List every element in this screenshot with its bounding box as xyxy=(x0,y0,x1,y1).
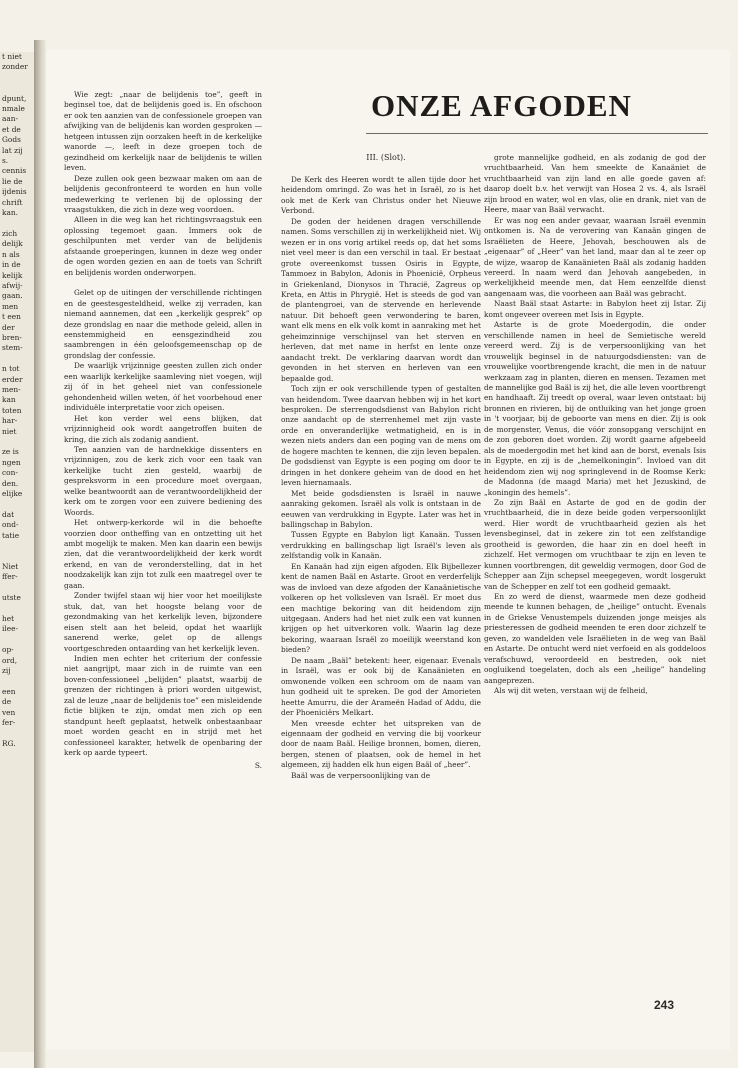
paragraph: De goden der heidenen dragen verschillende namen. Soms verschillen zij in werkelijkheid niet. Wij wezen er in ons vorig artikel reeds op, dat het soms niet veel meer is dan een verschil in taal. Er bestaat grote overeenkomst tussen Osiris in Egypte, Tammoez in Babylon, Adonis in Phoenicië, Orpheus in Griekenland, Dionysos in Thracië, Zagreus op Kreta, en Attis in Phrygië. Het is steeds de god van de plantengroei, van de stervende en herlevende natuur. Dit behoeft geen verwondering te baren, want elk mens en elk volk komt in aanraking met het geheimzinnige verschijnsel van het sterven en herleven, dat met name in herfst en lente onze aandacht trekt. De verklaring daarvan wordt dan gevonden in het sterven en herleven van een bepaalde god. xyxy=(281,216,481,383)
facing-page-line: dat xyxy=(2,509,15,519)
paragraph: Er was nog een ander gevaar, waaraan Israël evenmin ontkomen is. Na de verovering van Kanaän gingen de Israëlieten de Heere, Jehovah, beschouwen als de „eigenaar” of „Heer” van het land, maar dan al te zeer op de wijze, waarop de Kanaänieten Baäl als zodanig hadden vereerd. In naam werd dan Jehovah aangebeden, in werkelijkheid meende men, dat Hem eenzelfde dienst aangenaam was, die voorheen aan Baäl was gebracht. xyxy=(484,215,706,298)
paragraph: Gelet op de uitingen der verschillende richtingen en de geestesgesteldheid, welke zij verraden, kan niemand aannemen, dat een „kerkelijk gesprek” op deze grondslag en naar die methode geleid, allen in eenstemmigheid en eensgezindheid zou saambrengen in één geloofsgemeenschap op de grondslag der confessie. xyxy=(64,288,262,360)
facing-page-line: kan. xyxy=(2,208,18,218)
paragraph: Tussen Egypte en Babylon ligt Kanaän. Tussen verdrukking en ballingschap ligt Israël's leven als zelfstandig volk in Kanaän. xyxy=(281,530,481,561)
column-3 xyxy=(484,153,706,697)
paragraph: Alleen in die weg kan het richtingsvraagstuk een oplossing tegemoet gaan. Immers ook de geschilpunten met verder van de belijdenis afstaande groeperingen, kunnen in deze weg onder de ogen worden gezien en aan de toets van Schrift en belijdenis worden onderworpen. xyxy=(64,215,262,277)
facing-page-line: kan xyxy=(2,395,16,405)
facing-page-line: lie de xyxy=(2,176,23,186)
paragraph: Zonder twijfel staan wij hier voor het moeilijkste stuk, dat, van het hoogste belang voor de gezondmaking van het kerkelijk leven, bijzondere eisen stelt aan het beleid, opdat het waarlijk sanerend werke, gelet op de allengs voortgeschreden ontaarding van het kerkelijk leven. xyxy=(64,591,262,653)
facing-page-line: men- xyxy=(2,385,21,394)
paragraph: Zo zijn Baäl en Astarte de god en de godin der vruchtbaarheid, die in deze beide goden verpersoonlijkt werd. Hier wordt de vruchtbaarheid gezien als het levensbeginsel, dat in zekere zin tot een zelfstandige grootheid is geworden, die haar zin en doel heeft in zichzelf. Het vermogen om vruchtbaar te zijn en leven te kunnen voortbrengen, dit geweldig vermogen, door God de Schepper aan Zijn schepsel meegegeven, wordt losgerukt van de Schepper en zelf tot een godheid gemaakt. xyxy=(484,497,706,591)
facing-page-line: t een xyxy=(2,312,21,322)
paragraph: Deze zullen ook geen bezwaar maken om aan de belijdenis geconfronteerd te worden en hun volle medewerking te verlenen bij de oplossing der vraagstukken, die zich in deze weg voordoen. xyxy=(64,173,262,214)
facing-page-line: ilee- xyxy=(2,624,18,634)
paragraph: Wie zegt: „naar de belijdenis toe”, geeft in beginsel toe, dat de belijdenis goed is. En ofschoon er ook ten aanzien van de confessionele groepen van afwijking van de belijdenis kan worden gesproken — hetgeen intussen zijn oorzaken heeft in de kerkelijke wanorde —, leeft in deze groepen toch de gezindheid om kerkelijk naar de belijdenis te willen leven. xyxy=(64,90,262,173)
facing-page-fragment xyxy=(0,52,35,1052)
facing-page-line xyxy=(0,219,34,229)
facing-page-line: et de xyxy=(2,124,21,134)
facing-page-line xyxy=(0,354,34,364)
facing-page-line: nmale xyxy=(2,104,25,114)
facing-page-line: RG. xyxy=(2,738,16,748)
facing-page-line: toten xyxy=(2,405,22,415)
paragraph: Als wij dit weten, verstaan wij de felheid, xyxy=(494,686,648,696)
paragraph: En Kanaän had zijn eigen afgoden. Elk Bijbellezer kent de namen Baäl en Astarte. Groot en verderfelijk was de invloed van deze afgoden der Kanaänietische volkeren op het volksleven van Israël. Er moet dus een machtige bekoring van dit heidendom zijn uitgegaan. Anders had het niet zulk een vat kunnen krijgen op het uitverkoren volk. Waarin lag deze bekoring, waaraan Israël zo moeilijk weerstand kon bieden? xyxy=(281,561,481,655)
facing-page-line: fer- xyxy=(2,718,16,727)
facing-page-line: het xyxy=(2,613,15,623)
paragraph: grote mannelijke godheid, en als zodanig de god der vruchtbaarheid. Van hem smeekte de Kanaäniet de vruchtbaarheid van zijn land en alle goede gaven af: daarop doelt b.v. het verwijt van Hosea 2 vs. 4, als Israël zijn brood en water, wol en vlas, olie en drank, niet van de Heere, maar van Baäl verwacht. xyxy=(484,153,706,215)
facing-page-line: n tot xyxy=(2,364,20,374)
facing-page-line: een xyxy=(2,686,16,696)
facing-page-line: ffer- xyxy=(2,572,18,582)
facing-page-line xyxy=(0,83,34,93)
paragraph: Met beide godsdiensten is Israël in nauwe aanraking gekomen. Israël als volk is ontstaan in de eeuwen van verdrukking in Egypte. Later was het in ballingschap in Babylon. xyxy=(281,488,481,529)
paragraph: Indien men echter het criterium der confessie niet aangrijpt, maar zich in de ruimte van een boven-confessioneel „belijden” plaatst, waarbij de grenzen der richtingen à priori worden uitgewist, zal de leuze „naar de belijdenis toe” een misleidende fictie blijken te zijn, omdat men zich op een standpunt heeft geplaatst, hetwelk onbestaanbaar moet worden geacht en in strijd met het confessioneel karakter, hetwelk de openbaring der kerk op aarde typeert. xyxy=(64,654,262,758)
paragraph: Het ontwerp-kerkorde wil in die behoefte voorzien door ontheffing van en ontzetting uit het ambt mogelijk te maken. Men kan daarin een bewijs zien, dat die verantwoordelijkheid der kerk wordt erkend, en van de veronderstelling, dat in het noodzakelijk kan zijn tot zulk een maatregel over te gaan. xyxy=(64,518,262,590)
page-number: 243 xyxy=(654,998,675,1012)
facing-page-line: kelijk xyxy=(2,270,23,280)
facing-page-line: gaan. xyxy=(2,291,23,301)
book-gutter xyxy=(34,40,46,1068)
facing-page-line: t niet xyxy=(2,52,22,61)
facing-page-line: lat zij xyxy=(2,145,23,155)
facing-page-line: ond- xyxy=(2,520,19,530)
facing-page-line: delijk xyxy=(2,239,23,249)
paragraph: Toch zijn er ook verschillende typen of gestalten van heidendom. Twee daarvan hebben wij in het kort besproken. De sterrengodsdienst van Babylon richt onze aandacht op de sterrenhemel met zijn vaste orde en onveranderlijke wetmatigheid, en is in wezen niets anders dan een poging van de mens om de hogere machten te kennen, die zijn leven bepalen. De godsdienst van Egypte is een poging om door te dringen in het donkere geheim van de dood en het leven hiernamaals. xyxy=(281,384,481,488)
facing-page-line: stem- xyxy=(2,343,23,353)
paragraph: De Kerk des Heeren wordt te allen tijde door het heidendom omringd. Zo was het in Israël, zo is het ook met de Kerk van Christus onder het Nieuwe Verbond. xyxy=(281,175,481,216)
facing-page-line xyxy=(0,635,34,645)
paragraph: Astarte is de grote Moedergodin, die onder verschillende namen in heel de Semietische wereld vereerd werd. Zij is de verpersoonlijking van het vrouwelijk beginsel in de natuurgodsdiensten: van de vrouwelijke voortbrengende kracht, die men in de natuur werkzaam zag in planten, dieren en mensen. Tezamen met de mannelijke god Baäl is zij het, die alle leven voortbrengt en handhaaft. Zij treedt op overal, waar leven ontstaat: bij bronnen en rivieren, bij de ontluiking van het jonge groen in 't voorjaar, bij de geboorte van mens en dier. Zij is ook de morgenster, Venus, die vóór zonsopgang verschijnt en de zon geboren doet worden. Zij wordt gaarne afgebeeld als de moedergodin met het kind aan de borst, evenals Isis in Egypte, en zij is de „hemelkoningin”. Invloed van dit heidendom zien wij nog springlevend in de Roomse Kerk: de Madonna (de maagd Maria) met het Jezuskind, de „koningin des hemels”. xyxy=(484,320,706,497)
facing-page-line: zonder xyxy=(2,62,28,72)
facing-page-line xyxy=(0,676,34,686)
facing-page-line: niet xyxy=(2,426,17,436)
facing-page-line: ngen xyxy=(2,457,21,467)
facing-page-line: chrift xyxy=(2,197,23,207)
facing-page-line: aan- xyxy=(2,114,19,124)
facing-page-line xyxy=(0,728,34,738)
facing-page-line: s. xyxy=(2,156,9,166)
facing-page-line: zich xyxy=(2,228,18,238)
paragraph: Men vreesde echter het uitspreken van de eigennaam der godheid en verving die bij voorkeur door de naam Baäl. Heilige bronnen, bomen, dieren, bergen, stenen of plaatsen, ook de hemel in het algemeen, zij hadden elk hun eigen Baäl of „heer”. xyxy=(281,718,481,770)
facing-page-line: ijdenis xyxy=(2,187,27,197)
facing-page-line: afwij- xyxy=(2,280,23,290)
facing-page-line xyxy=(0,541,34,551)
paragraph: De naam „Baäl” betekent: heer, eigenaar. Evenals in Israël, was er ook bij de Kanaänieten en omwonende volken een schroom om de naam van hun godheid uit te spreken. De god der Amorieten heette Amurru, die der Arameën Hadad of Addu, die der Phoeniciërs Melkart. xyxy=(281,655,481,718)
facing-page-line: con- xyxy=(2,468,18,478)
page xyxy=(46,50,730,1050)
facing-page-line: dpunt, xyxy=(2,93,27,103)
facing-page-line: har- xyxy=(2,416,18,426)
title-rule xyxy=(366,133,708,134)
facing-page-line: in de xyxy=(2,260,21,270)
facing-page-line xyxy=(0,437,34,447)
facing-page-line: men xyxy=(2,301,19,311)
facing-page-line: ven xyxy=(2,707,16,717)
facing-page-line: cennis xyxy=(2,166,27,176)
facing-page-line: elijke xyxy=(2,489,23,499)
facing-page-line xyxy=(0,583,34,593)
facing-page-line xyxy=(0,604,34,614)
facing-page-line: op- xyxy=(2,645,14,655)
facing-page-line: utste xyxy=(2,593,21,603)
facing-page-line xyxy=(0,552,34,562)
facing-page-line: Niet xyxy=(2,561,19,571)
facing-page-line: der xyxy=(2,322,15,332)
facing-page-line: ord, xyxy=(2,655,18,665)
facing-page-line: zij xyxy=(2,665,11,675)
facing-page-line: tatie xyxy=(2,530,20,540)
column-1 xyxy=(64,90,262,771)
article-title: ONZE AFGODEN xyxy=(371,88,632,123)
facing-page-line: Gods xyxy=(2,135,21,145)
facing-page-line xyxy=(0,73,34,83)
paragraph: Ten aanzien van de hardnekkige dissenters en vrijzinnigen, zou de kerk zich voor een taak van kerkelijke tucht zien gesteld, waarbij de gespreksvorm in een procedure moet overgaan, welke beantwoordt aan de verantwoordelijkheid der kerk om te zorgen voor een zuivere bediening des Woords. xyxy=(64,444,262,517)
paragraph: Baäl was de verpersoonlijking van de xyxy=(291,770,431,780)
facing-page-line: den. xyxy=(2,478,19,488)
facing-page-line: n als xyxy=(2,249,20,259)
column-2 xyxy=(281,175,481,781)
facing-page-line: de xyxy=(2,697,12,707)
section-heading: III. (Slot). xyxy=(366,153,406,162)
paragraph: De waarlijk vrijzinnige geesten zullen zich onder een waarlijk kerkelijke saamleving niet voegen, wijl zij óf in het geheel niet van confessionele gehondenheid willen weten, óf het voorbehoud ener individuële interpretatie voor zich opeisen. xyxy=(64,361,262,413)
facing-page-line: erder xyxy=(2,374,23,384)
paragraph: Het kon verder wel eens blijken, dat vrijzinnigheid ook wordt aangetroffen buiten de kring, die zich als zodanig aandient. xyxy=(64,413,262,444)
paragraph: En zo werd de dienst, waarmede men deze godheid meende te kunnen behagen, de „heilige” ontucht. Evenals in de Griekse Venustempels duizenden jonge meisjes als priesteressen de godheid meenden te eren door zichzelf te geven, zo wandelden vele Israëlieten in de weg van Baäl en Astarte. De ontucht werd niet verfoeid en als goddeloos verafschuwd, veroordeeld en bestreden, ook niet oogluikend toegelaten, doch als een „heilige” handeling aangeprezen. xyxy=(484,592,706,685)
paragraph: Naast Baäl staat Astarte: in Babylon heet zij Istar. Zij komt ongeveer overeen met Isis in Egypte. xyxy=(484,299,706,319)
facing-page-line: ze is xyxy=(2,447,19,457)
facing-page-line xyxy=(0,499,34,509)
facing-page-line: bren- xyxy=(2,332,22,342)
author-signature: S. xyxy=(254,760,262,770)
